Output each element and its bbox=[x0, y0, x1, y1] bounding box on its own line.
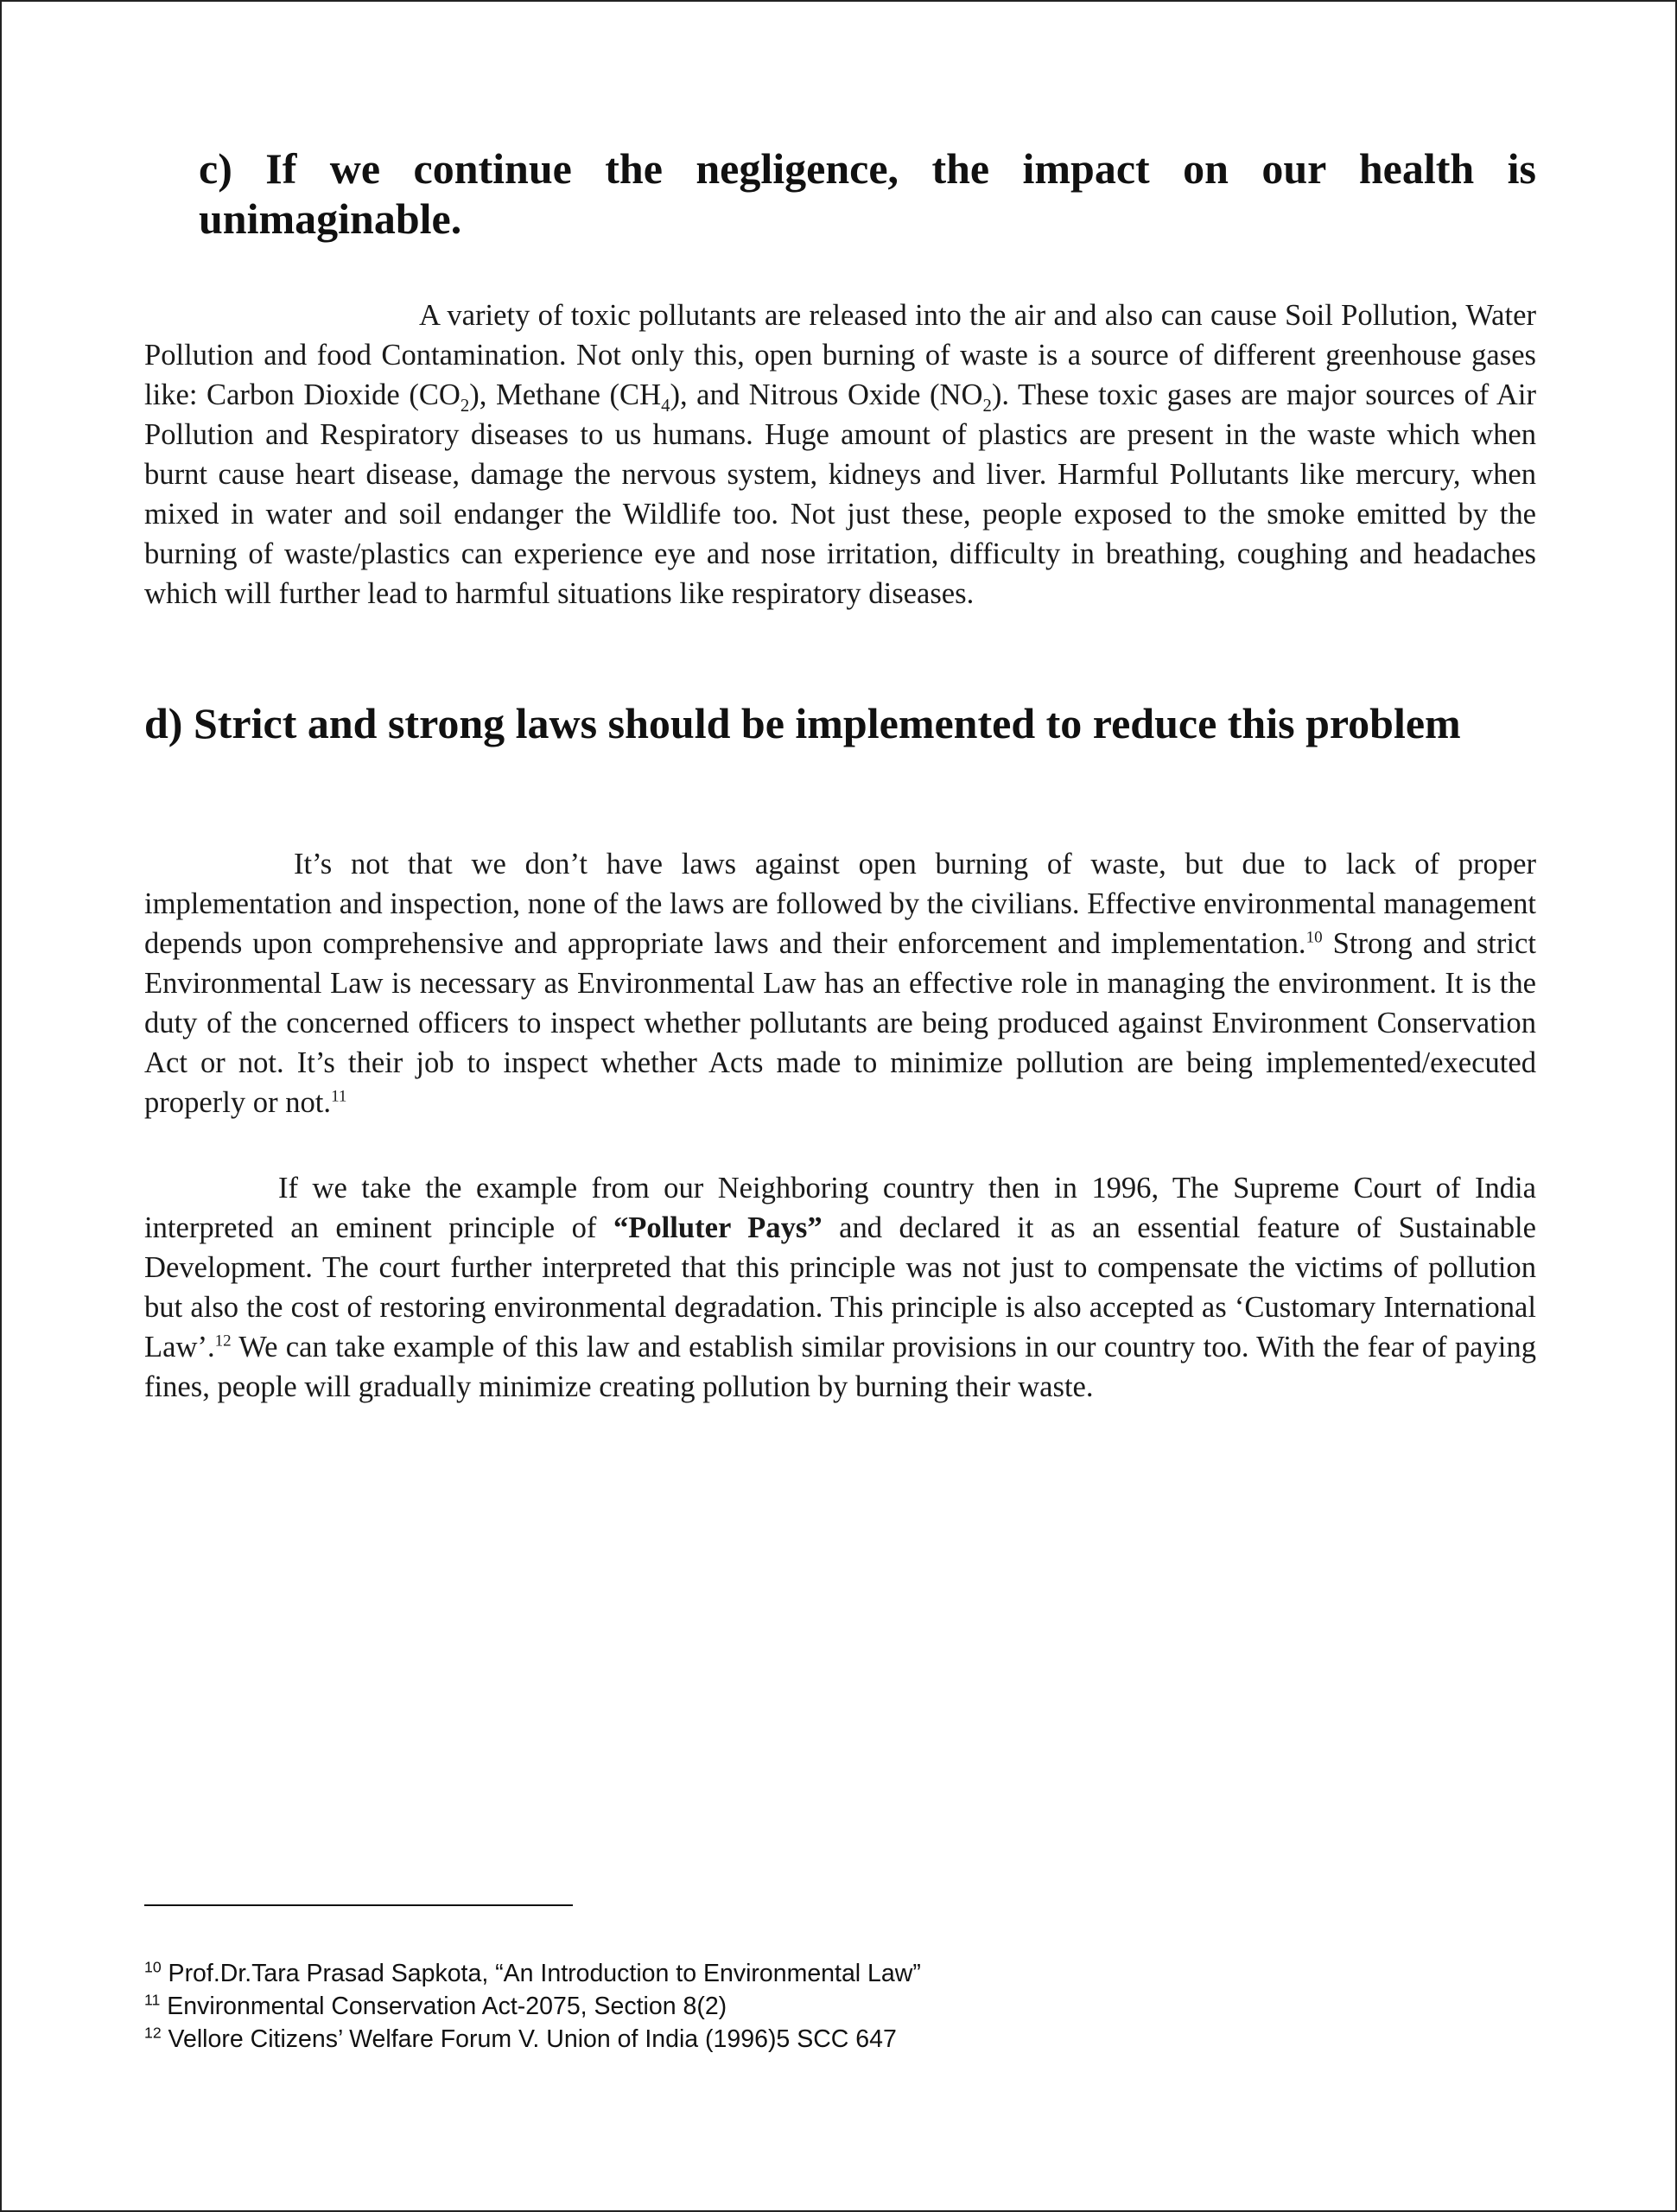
footnote-text: Environmental Conservation Act-2075, Section 8(2) bbox=[160, 1993, 727, 2020]
section-c-paragraph bbox=[144, 296, 1536, 613]
footnote-separator bbox=[144, 1904, 573, 1906]
text-run: It’s not that we don’t have laws against open burning of waste, but due to lack of proper implementation and inspection, none of the laws are followed by the civilians. Effective environmental management depends upon comprehensive and appropriate laws and their enforcement and implementation. bbox=[144, 848, 1536, 960]
footnote-11 bbox=[144, 1990, 1440, 2023]
footnotes-list bbox=[144, 1957, 1440, 2056]
text-run: Strong and strict Environmental Law is necessary as Environmental Law has an effective role in managing the environment. It is the duty of the concerned officers to inspect whether pollutants are being produced against Environment Conservation Act or not. It’s their job to inspect whether Acts made to minimize pollution are being implemented/executed properly or not. bbox=[144, 927, 1536, 1119]
footnote-ref-12[interactable]: 12 bbox=[214, 1332, 232, 1351]
footnote-text: Prof.Dr.Tara Prasad Sapkota, “An Introduction to Environmental Law” bbox=[161, 1960, 921, 1987]
polluter-pays-term: “Polluter Pays” bbox=[613, 1211, 823, 1244]
section-d-heading: d) Strict and strong laws should be implemented to reduce this problem bbox=[144, 699, 1461, 747]
footnote-ref-11[interactable]: 11 bbox=[331, 1087, 347, 1106]
footnote-10 bbox=[144, 1957, 1440, 1990]
footnote-number: 12 bbox=[144, 2024, 162, 2042]
text-run: If we take the example from our Neighboring country then in 1996, The Supreme Court of India interpreted an eminent principle of bbox=[144, 1172, 1536, 1244]
section-d-paragraph-1 bbox=[144, 844, 1536, 1122]
text-run: ), and Nitrous Oxide (NO bbox=[670, 378, 983, 411]
section-d-paragraph-2 bbox=[144, 1168, 1536, 1407]
text-run: and declared it as an essential feature of Sustainable Development. The court further interpreted that this principle was not just to compensate the victims of pollution but also the cost of restoring environmental degradation. This principle is also accepted as ‘Customary International Law’. bbox=[144, 1211, 1536, 1363]
footnote-number: 10 bbox=[144, 1958, 162, 1976]
subscript: 2 bbox=[982, 396, 992, 416]
footnote-text: Vellore Citizens’ Welfare Forum V. Union of India (1996)5 SCC 647 bbox=[161, 2025, 897, 2053]
footnote-ref-10[interactable]: 10 bbox=[1305, 928, 1323, 947]
text-run: ), Methane (CH bbox=[469, 378, 662, 411]
text-run: ). These toxic gases are major sources of Air Pollution and Respiratory diseases to us humans. Huge amount of plastics are present in the waste which when burnt cause heart disease, damage the nervous system, kidneys and liver. Harmful Pollutants like mercury, when mixed in water and soil endanger the Wildlife too. Not just these, people exposed to the smoke emitted by the burning of waste/plastics can experience eye and nose irritation, difficulty in breathing, coughing and headaches which will further lead to harmful situations like respiratory diseases. bbox=[144, 378, 1537, 610]
subscript: 2 bbox=[460, 396, 470, 416]
text-run: We can take example of this law and establish similar provisions in our country too. With the fear of paying fines, people will gradually minimize creating pollution by burning their waste. bbox=[144, 1331, 1536, 1403]
section-c-heading: c) If we continue the negligence, the impact on our health is unimaginable. bbox=[199, 144, 1536, 243]
subscript: 4 bbox=[661, 396, 670, 416]
text-run: A variety of toxic pollutants are released into the air and also can cause Soil Pollution, Water Pollution and food Contamination. Not only this, open burning of waste is a source of different greenhouse gases like: Carbon Dioxide (CO bbox=[144, 299, 1536, 411]
footnote-number: 11 bbox=[144, 1991, 161, 2009]
footnote-12 bbox=[144, 2023, 1440, 2056]
